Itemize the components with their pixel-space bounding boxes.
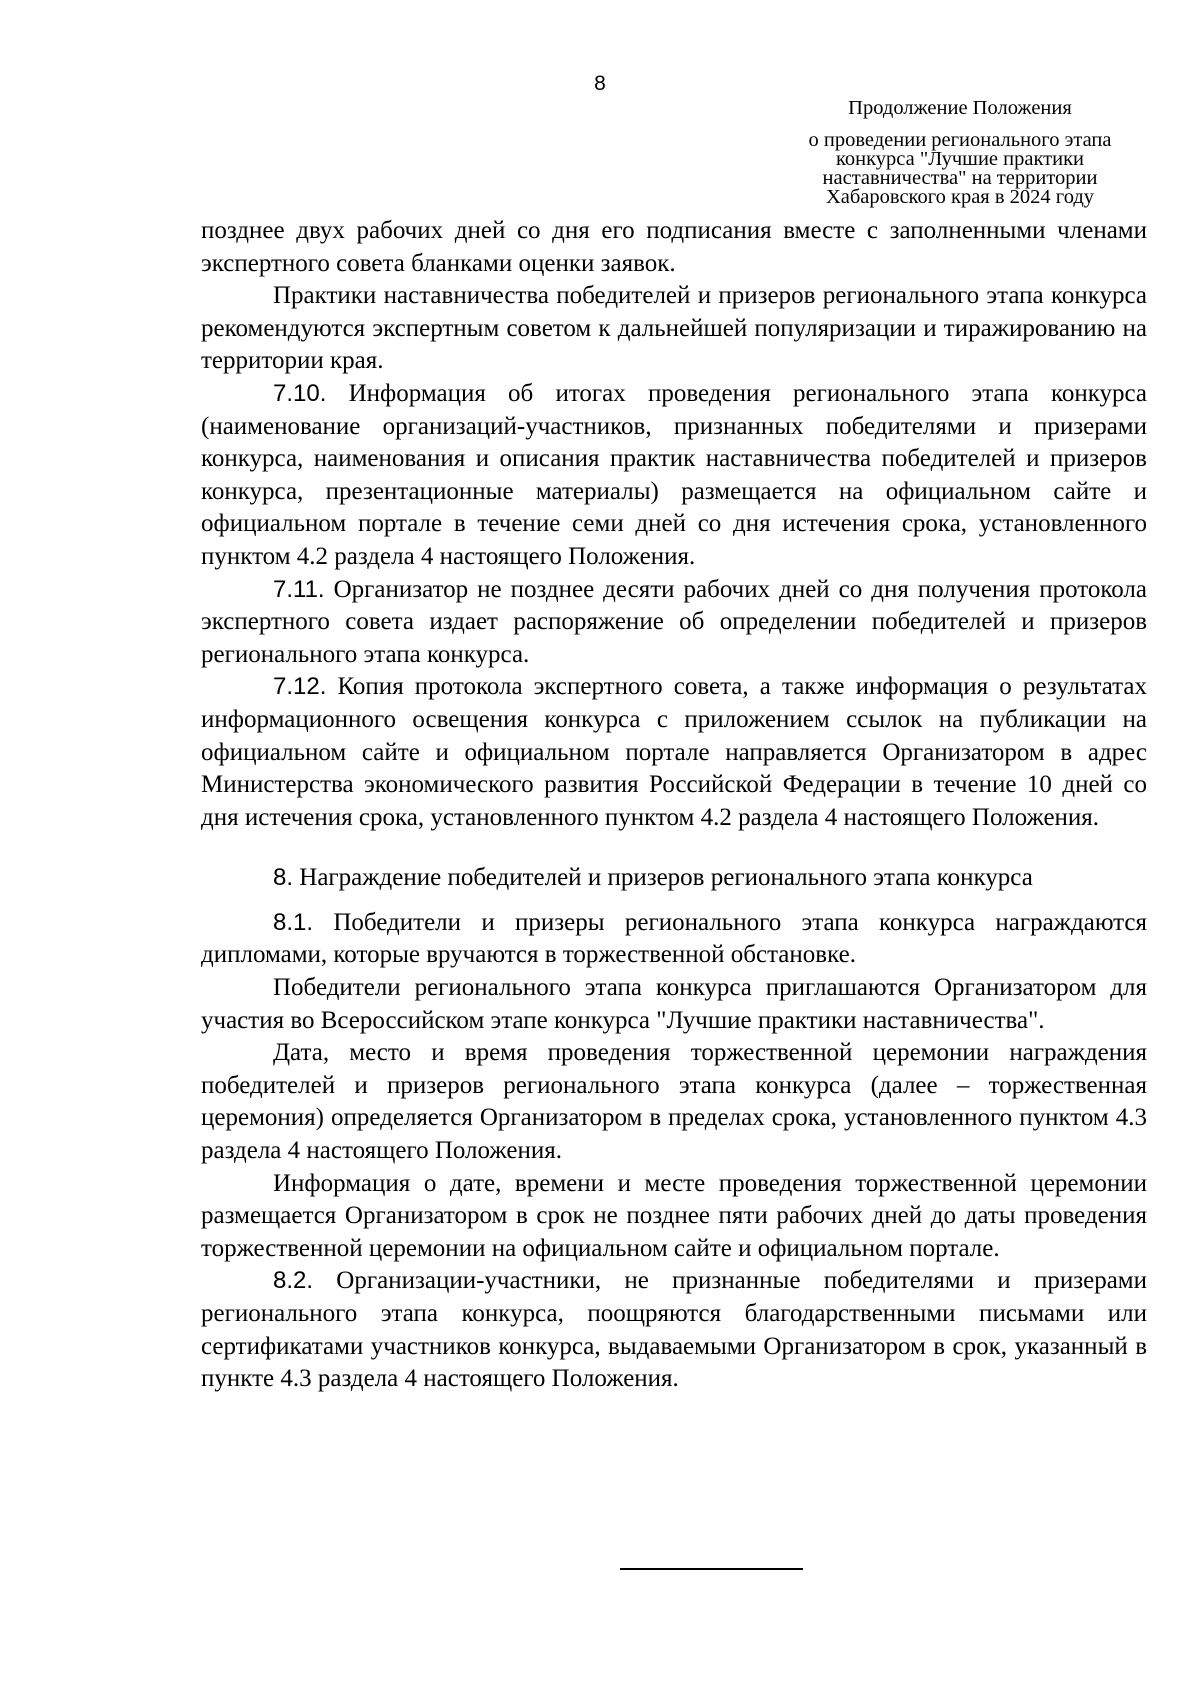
paragraph: Информация о дате, времени и месте проведения торжественной церемонии размещается Организатором в срок не позднее пяти рабочих дней до даты проведения торжественной церемонии на официальном сайте и официальном портале. — [201, 1169, 1147, 1262]
header-title: Продолжение Положения — [848, 97, 1072, 119]
clause-number: 7.12. — [273, 673, 327, 701]
clause-text: Информация об итогах проведения регионального этапа конкурса (наименование организаций-участников, признанных победителями и призерами конкурса, наименования и описания практик наставничества победителей и призеров конкурса, презентационные материалы) размещается на официальном сайте и официальном портале в течение семи дней со дня истечения срока, установленного пунктом 4.2 раздела 4 настоящего Положения. — [201, 379, 1147, 570]
paragraph-7-10 — [201, 378, 1147, 574]
page-number: 8 — [594, 72, 606, 95]
clause-text: Организации-участники, не признанные победителями и призерами регионального этапа конкурса, поощряются благодарственными письмами или сертификатами участников конкурса, выдаваемыми Организатором в срок, указанный в пункте 4.3 раздела 4 настоящего Положения. — [201, 1267, 1147, 1393]
header-line: конкурса "Лучшие практики — [835, 148, 1085, 170]
document-body — [201, 215, 1147, 1396]
paragraph-8-1 — [201, 907, 1147, 972]
paragraph-8-2 — [201, 1265, 1147, 1395]
header-line: наставничества" на территории — [822, 167, 1098, 189]
paragraph-continuation: позднее двух рабочих дней со дня его подписания вместе с заполненными членами экспертного совета бланками оценки заявок. — [201, 217, 1147, 277]
clause-text: Победители и призеры регионального этапа конкурса награждаются дипломами, которые вручаются в торжественной обстановке. — [201, 908, 1147, 969]
clause-number: 7.11. — [273, 575, 325, 603]
end-of-document-rule — [620, 1568, 803, 1570]
header-line: Хабаровского края в 2024 году — [825, 186, 1095, 208]
document-header — [780, 96, 1140, 207]
paragraph: Практики наставничества победителей и призеров регионального этапа конкурса рекомендуются экспертным советом к дальнейшей популяризации и тиражированию на территории края. — [201, 282, 1147, 375]
section-number: 8. — [273, 864, 294, 892]
section-heading-8 — [201, 834, 1147, 907]
clause-text: Копия протокола экспертного совета, а также информация о результатах информационного освещения конкурса с приложением ссылок на публикации на официальном сайте и официальном портале направляется Организатором в адрес Министерства экономического развития Российской Федерации в течение 10 дней со дня истечения срока, установленного пунктом 4.2 раздела 4 настоящего Положения. — [201, 673, 1147, 831]
clause-text: Организатор не позднее десяти рабочих дней со дня получения протокола экспертного совета издает распоряжение об определении победителей и призеров регионального этапа конкурса. — [201, 575, 1147, 668]
clause-number: 7.10. — [273, 379, 327, 407]
paragraph-7-12 — [201, 671, 1147, 834]
paragraph: Победители регионального этапа конкурса приглашаются Организатором для участия во Всероссийском этапе конкурса "Лучшие практики наставничества". — [201, 974, 1147, 1034]
paragraph-7-11 — [201, 574, 1147, 672]
clause-number: 8.1. — [273, 908, 314, 936]
section-title: Награждение победителей и призеров регионального этапа конкурса — [293, 864, 1033, 892]
paragraph: Дата, место и время проведения торжественной церемонии награждения победителей и призеров регионального этапа конкурса (далее – торжественная церемония) определяется Организатором в пределах срока, установленного пунктом 4.3 раздела 4 настоящего Положения. — [201, 1039, 1147, 1165]
clause-number: 8.2. — [273, 1267, 314, 1295]
header-line: о проведении регионального этапа — [808, 129, 1112, 151]
